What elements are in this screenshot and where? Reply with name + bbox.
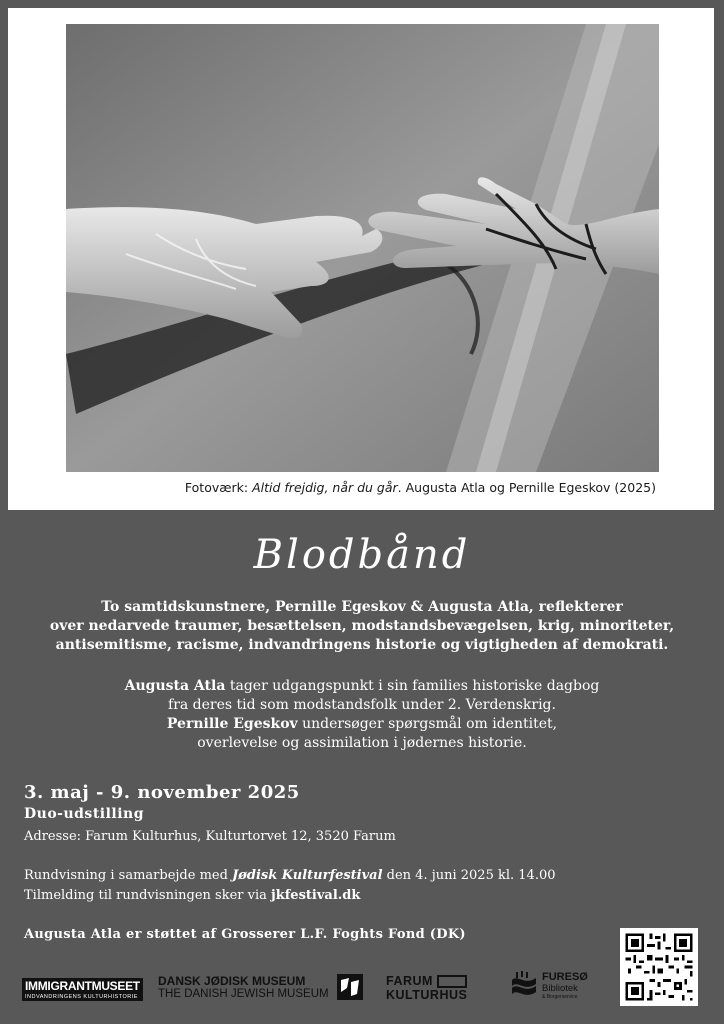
furesoe-bibliotek-logo: FURESØ Bibliotek & Borgerservice bbox=[510, 970, 588, 1000]
qr-code-graphic bbox=[620, 928, 698, 1006]
festival-name: Jødisk Kulturfestival bbox=[232, 868, 383, 883]
artwork-title: Altid frejdig, når du går bbox=[252, 480, 398, 495]
bio-atla-line1: Augusta Atla tager udgangspunkt i sin families historiske dagbog bbox=[124, 678, 600, 694]
venue-address: Adresse: Farum Kulturhus, Kulturtorvet 12, 3520 Farum bbox=[24, 829, 396, 844]
bio-egeskov-line1: Pernille Egeskov undersøger spørgsmål om identitet, bbox=[166, 716, 558, 732]
artist-bios bbox=[0, 677, 724, 753]
photo-panel bbox=[8, 8, 714, 510]
artist-name-atla: Augusta Atla bbox=[124, 678, 226, 694]
artwork-photo bbox=[66, 24, 659, 472]
guided-tour-info: Rundvisning i samarbejde med Jødisk Kulturfestival den 4. juni 2025 kl. 14.00 Tilmelding til rundvisningen sker via jkfestival.dk bbox=[24, 868, 556, 903]
immigrantmuseet-logo: IMMIGRANTMUSEET INDVANDRINGENS KULTURHISTORIE bbox=[22, 978, 143, 1001]
artwork-caption: Fotoværk: Altid frejdig, når du går. Augusta Atla og Pernille Egeskov (2025) bbox=[184, 480, 656, 495]
intro-line: over nedarvede traumer, besættelsen, modstandsbevægelsen, krig, minoriteter, bbox=[49, 618, 675, 634]
bio-egeskov-line2: overlevelse og assimilation i jødernes historie. bbox=[197, 735, 527, 751]
artist-name-egeskov: Pernille Egeskov bbox=[166, 716, 298, 732]
jewish-museum-mark-icon bbox=[337, 974, 363, 1000]
qr-code[interactable] bbox=[620, 928, 698, 1006]
danish-jewish-museum-logo: DANSK JØDISK MUSEUM THE DANISH JEWISH MUSEUM bbox=[158, 974, 363, 1000]
bio-atla-line2: fra deres tid som modstandsfolk under 2. Verdenskrig. bbox=[168, 697, 556, 713]
intro-line: To samtidskunstnere, Pernille Egeskov & Augusta Atla, reflekterer bbox=[101, 599, 623, 615]
furesoe-wave-icon bbox=[510, 970, 538, 1000]
reaching-hands-image bbox=[66, 24, 659, 472]
farum-kulturhus-logo: FARUM KULTURHUS bbox=[386, 974, 468, 1003]
exhibition-dates: 3. maj - 9. november 2025 bbox=[24, 782, 300, 803]
signup-link[interactable]: jkfestival.dk bbox=[271, 888, 361, 903]
intro-line: antisemitisme, racisme, indvandringens historie og vigtigheden af demokrati. bbox=[55, 637, 669, 653]
exhibition-details bbox=[24, 782, 704, 944]
farum-bar-icon bbox=[437, 975, 467, 988]
funding-credit: Augusta Atla er støttet af Grosserer L.F. Foghts Fond (DK) bbox=[24, 927, 466, 942]
exhibition-type: Duo-udstilling bbox=[24, 806, 145, 822]
exhibition-title: Blodbånd bbox=[253, 532, 471, 578]
intro-text bbox=[0, 598, 724, 655]
